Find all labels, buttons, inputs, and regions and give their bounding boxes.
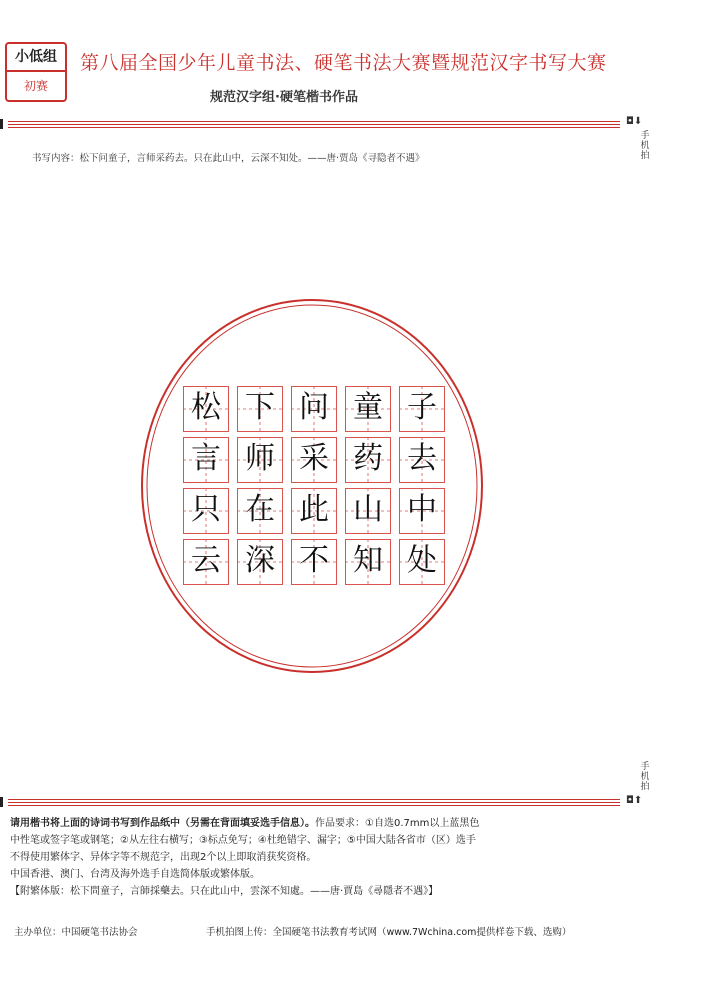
grid-character: 问 [299,390,329,425]
organizer: 主办单位：中国硬笔书法协会 [14,927,138,938]
top-rule-1 [8,121,620,122]
grid-character: 去 [407,441,437,476]
grid-character: 言 [191,441,221,476]
instructions-line-3: 不得使用繁体字、异体字等不规范字，出现2个以上即取消获奖资格。 [10,852,317,863]
left-edge-mark-bottom [0,797,3,807]
grid-character: 在 [245,492,275,527]
phone-photo-label-top: 手 机 拍 [640,131,650,161]
grid-character: 采 [299,441,329,476]
grid-character: 处 [407,543,437,578]
grid-character: 只 [191,492,221,527]
grid-character: 药 [353,441,383,476]
grid-character: 师 [245,441,275,476]
left-edge-mark [0,119,3,129]
badge-round: 初赛 [23,79,48,93]
instructions-line-5: 【附繁体版：松下問童子，言師採藥去。只在此山中，雲深不知處。——唐·賈島《尋隱者不遇》】 [10,886,439,897]
instructions-line-2: 中性笔或签字笔或钢笔；②从左往右横写；③标点免写；④杜绝错字、漏字；⑤中国大陆各省市（区）选手 [10,835,476,846]
camera-icon-top: ◘⬇ [626,116,643,127]
grid-character: 深 [245,543,275,578]
phone-photo-label-bottom: 手 机 拍 [640,762,650,792]
badge-level: 小低组 [7,44,65,72]
grid-character: 不 [299,543,329,578]
writing-grid [183,386,445,586]
grid-character: 云 [191,543,221,578]
bottom-rule-2 [8,802,620,803]
upload-info: 手机拍图上传：全国硬笔书法教育考试网（www.7Wchina.com提供样卷下载、选购） [206,927,572,938]
grid-character: 子 [407,390,437,425]
instructions-line-4: 中国香港、澳门、台湾及海外选手自选简体版或繁体版。 [10,869,260,880]
page-title: 第八届全国少年儿童书法、硬笔书法大赛暨规范汉字书写大赛 [80,52,607,74]
grid-character: 山 [353,492,383,527]
grid-character: 下 [245,390,275,425]
top-rule-2 [8,124,620,125]
bottom-rule-1 [8,799,620,800]
page-subtitle: 规范汉字组·硬笔楷书作品 [210,90,358,105]
grid-character: 知 [353,543,383,578]
grid-character: 童 [353,390,383,425]
instructions-line-1: 请用楷书将上面的诗词书写到作品纸中（另需在背面填妥选手信息）。作品要求：①自选0.7mm以上蓝黑色 [10,818,480,829]
level-badge [5,42,67,102]
bottom-rule-3 [8,805,620,806]
writing-content: 书写内容：松下问童子，言师采药去。只在此山中，云深不知处。——唐·贾岛《寻隐者不遇》 [32,153,425,164]
grid-character: 此 [299,492,329,527]
grid-character: 中 [407,492,437,527]
top-rule-3 [8,127,620,128]
camera-icon-bottom: ◘⬆ [626,795,643,806]
grid-character: 松 [191,390,221,425]
